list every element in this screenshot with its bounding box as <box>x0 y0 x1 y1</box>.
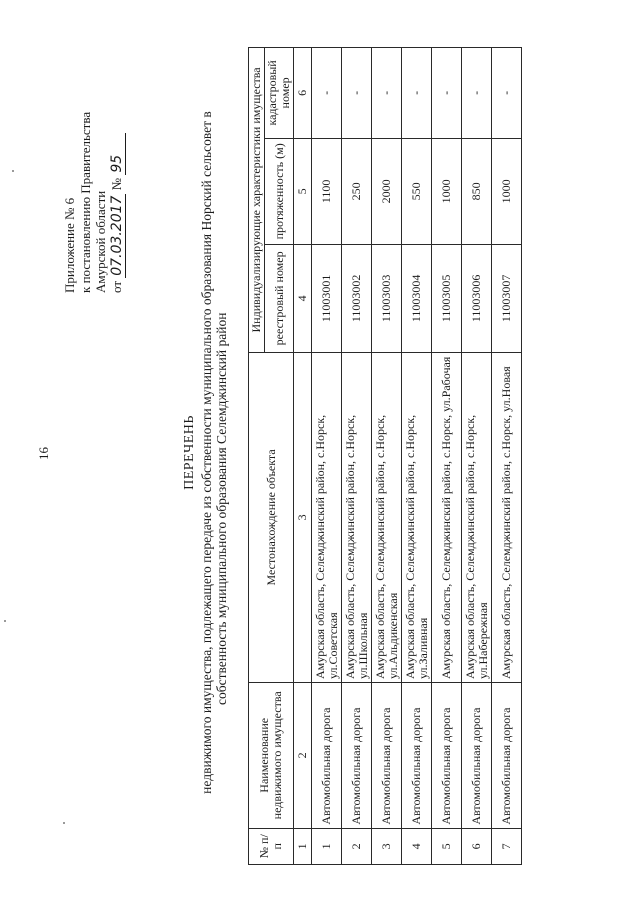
cell-length: 1000 <box>492 138 522 244</box>
table-header-row <box>249 48 265 865</box>
cell-length: 850 <box>462 138 492 244</box>
header-location: Местонахождение объекта <box>249 352 294 682</box>
subtitle-line2: собственность муниципального образования Селемджинский район <box>214 312 229 705</box>
column-number: 1 <box>294 828 312 864</box>
column-number: 2 <box>294 683 312 829</box>
subtitle-line1: недвижимого имущества, подлежащего передаче из собственности муниципального образования Норский сельсовет в <box>199 111 214 794</box>
cell-location: Амурская область, Селемджинский район, с.Норск, ул.Рабочая <box>432 352 462 682</box>
cell-cadastral: - <box>432 48 462 139</box>
cell-location: Амурская область, Селемджинский район, с.Норск, ул.Школьная <box>342 352 372 682</box>
scan-speck <box>12 170 14 172</box>
header-characteristics: Индивидуализирующие характеристики имущества <box>249 48 265 353</box>
cell-name: Автомобильная дорога <box>342 683 372 829</box>
cell-registry: 11003003 <box>372 244 402 352</box>
document-title: ПЕРЕЧЕНЬ <box>182 415 197 490</box>
table-row <box>312 48 342 865</box>
cell-location: Амурская область, Селемджинский район, с.Норск, ул.Новая <box>492 352 522 682</box>
cell-num: 7 <box>492 828 522 864</box>
cell-length: 250 <box>342 138 372 244</box>
cell-cadastral: - <box>342 48 372 139</box>
cell-cadastral: - <box>312 48 342 139</box>
column-number-row <box>294 48 312 865</box>
table-row <box>492 48 522 865</box>
header-registry: реестровый номер <box>265 244 294 352</box>
appendix-line2: к постановлению Правительства <box>77 111 93 293</box>
cell-name: Автомобильная дорога <box>312 683 342 829</box>
cell-registry: 11003002 <box>342 244 372 352</box>
number-value: 95 <box>110 133 127 175</box>
table-row <box>462 48 492 865</box>
cell-registry: 11003001 <box>312 244 342 352</box>
cell-name: Автомобильная дорога <box>372 683 402 829</box>
date-prefix: от <box>108 280 124 293</box>
cell-length: 550 <box>402 138 432 244</box>
cell-length: 1000 <box>432 138 462 244</box>
table-row <box>432 48 462 865</box>
cell-name: Автомобильная дорога <box>402 683 432 829</box>
cell-registry: 11003004 <box>402 244 432 352</box>
cell-cadastral: - <box>492 48 522 139</box>
number-prefix: № <box>108 177 124 191</box>
column-number: 5 <box>294 138 312 244</box>
cell-cadastral: - <box>372 48 402 139</box>
cell-location: Амурская область, Селемджинский район, с.Норск, ул.Советская <box>312 352 342 682</box>
cell-registry: 11003007 <box>492 244 522 352</box>
table-row <box>402 48 432 865</box>
scan-speck <box>63 822 65 824</box>
cell-num: 2 <box>342 828 372 864</box>
cell-num: 5 <box>432 828 462 864</box>
appendix-date-line <box>109 112 127 293</box>
header-num: № п/п <box>249 828 294 864</box>
column-number: 4 <box>294 244 312 352</box>
appendix-line1: Приложение № 6 <box>62 197 77 293</box>
cell-registry: 11003005 <box>432 244 462 352</box>
header-cadastral: кадастровый номер <box>265 48 294 139</box>
scan-speck <box>4 620 6 622</box>
cell-num: 1 <box>312 828 342 864</box>
cell-num: 4 <box>402 828 432 864</box>
column-number: 6 <box>294 48 312 139</box>
page-number: 16 <box>36 447 51 460</box>
cell-location: Амурская область, Селемджинский район, с.Норск, ул.Заливная <box>402 352 432 682</box>
cell-cadastral: - <box>462 48 492 139</box>
cell-length: 2000 <box>372 138 402 244</box>
date-value: 07.03.2017 <box>108 195 125 276</box>
cell-name: Автомобильная дорога <box>492 683 522 829</box>
cell-cadastral: - <box>402 48 432 139</box>
cell-length: 1100 <box>312 138 342 244</box>
cell-name: Автомобильная дорога <box>462 683 492 829</box>
cell-num: 6 <box>462 828 492 864</box>
cell-location: Амурская область, Селемджинский район, с.Норск, ул.Набережная <box>462 352 492 682</box>
appendix-block <box>62 112 126 293</box>
appendix-line3: Амурской области <box>93 190 108 293</box>
table-row <box>342 48 372 865</box>
header-name: Наименование недвижимого имущества <box>249 683 294 829</box>
header-length: протяженность (м) <box>265 138 294 244</box>
cell-location: Амурская область, Селемджинский район, с.Норск, ул.Альдикенская <box>372 352 402 682</box>
cell-name: Автомобильная дорога <box>432 683 462 829</box>
cell-num: 3 <box>372 828 402 864</box>
table-row <box>372 48 402 865</box>
column-number: 3 <box>294 352 312 682</box>
property-table <box>248 47 522 865</box>
cell-registry: 11003006 <box>462 244 492 352</box>
